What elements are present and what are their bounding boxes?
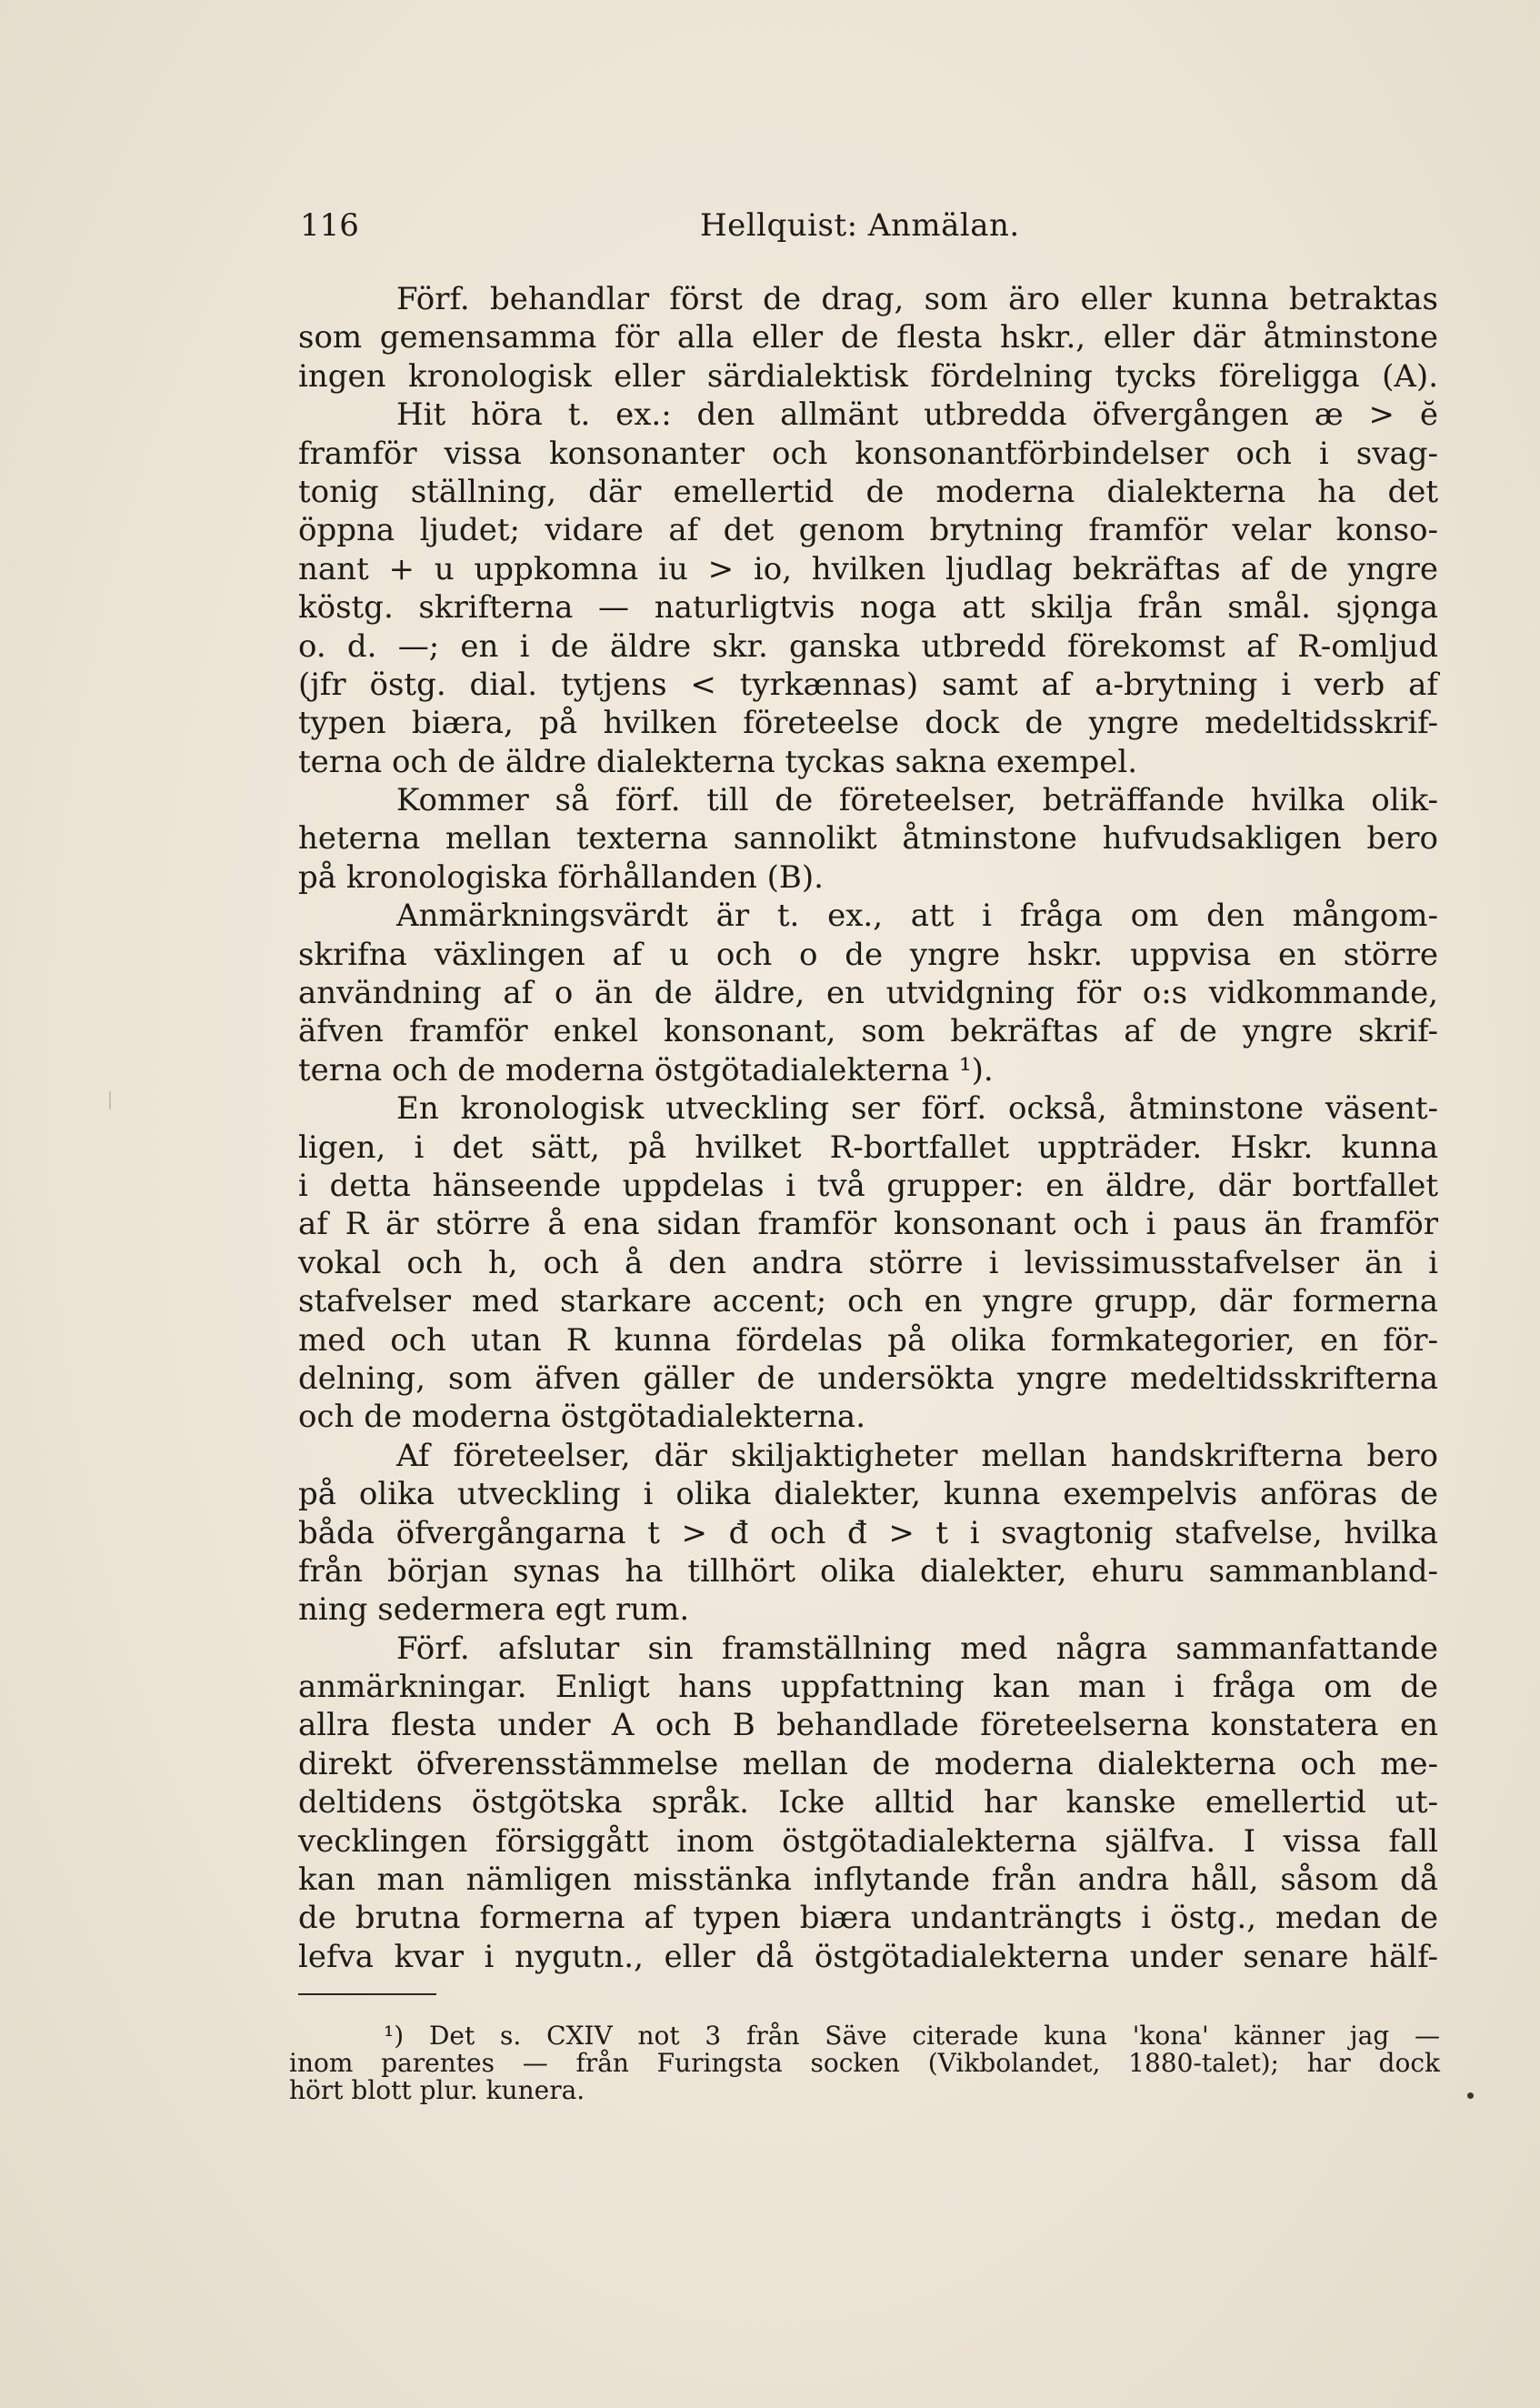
text-line: Af företeelser, där skiljaktigheter mellan handskrifterna bero bbox=[396, 1437, 1438, 1474]
text-line: på kronologiska förhållanden (B). bbox=[298, 858, 824, 896]
text-line: Förf. behandlar först de drag, som äro eller kunna betraktas bbox=[396, 281, 1438, 317]
text-line: nant + u uppkomna iu > io, hvilken ljudlag bekräftas af de yngre bbox=[298, 550, 1438, 587]
text-line: En kronologisk utveckling ser förf. också, åtminstone väsent- bbox=[396, 1090, 1438, 1128]
page-number: 116 bbox=[300, 207, 359, 244]
text-line: skrifna växlingen af u och o de yngre hskr. uppvisa en större bbox=[298, 936, 1438, 973]
text-line: heterna mellan texterna sannolikt åtminstone hufvudsakligen bero bbox=[298, 820, 1438, 858]
text-line: Kommer så förf. till de företeelser, beträffande hvilka olik- bbox=[396, 782, 1438, 819]
text-line: vokal och h, och å den andra större i levissimusstafvelser än i bbox=[298, 1244, 1438, 1281]
print-speck bbox=[1467, 2092, 1474, 2099]
text-line: vecklingen försiggått inom östgötadialekterna själfva. I vissa fall bbox=[298, 1822, 1438, 1860]
text-line: terna och de moderna östgötadialekterna ¹). bbox=[298, 1051, 994, 1089]
text-line: ligen, i det sätt, på hvilket R-bortfallet uppträder. Hskr. kunna bbox=[298, 1129, 1438, 1166]
footnote-line: hört blott plur. kunera. bbox=[289, 2075, 585, 2105]
text-line: och de moderna östgötadialekterna. bbox=[298, 1399, 866, 1436]
text-line: Hit höra t. ex.: den allmänt utbredda öfvergången æ > ĕ bbox=[396, 396, 1438, 434]
text-line: lefva kvar i nygutn., eller då östgötadialekterna under senare hälf- bbox=[298, 1938, 1438, 1975]
text-line: framför vissa konsonanter och konsonantförbindelser och i svag- bbox=[298, 435, 1438, 472]
text-line: (jfr östg. dial. tytjens < tyrkænnas) samt af a-brytning i verb af bbox=[298, 666, 1438, 703]
text-line: typen biæra, på hvilken företeelse dock de yngre medeltidsskrif- bbox=[298, 705, 1438, 742]
text-line: o. d. —; en i de äldre skr. ganska utbredd förekomst af R-omljud bbox=[298, 627, 1438, 665]
text-line: kan man nämligen misstänka inflytande från andra håll, såsom då bbox=[298, 1861, 1438, 1899]
text-line: deltidens östgötska språk. Icke alltid har kanske emellertid ut- bbox=[298, 1784, 1438, 1821]
text-line: köstg. skrifterna — naturligtvis noga att skilja från smål. sjǫnga bbox=[298, 589, 1438, 627]
running-title: Hellquist: Anmälan. bbox=[700, 207, 1020, 244]
text-line: som gemensamma för alla eller de flesta hskr., eller där åtminstone bbox=[298, 319, 1438, 356]
text-line: terna och de äldre dialekterna tyckas sakna exempel. bbox=[298, 743, 1138, 780]
text-line: Förf. afslutar sin framställning med några sammanfattande bbox=[396, 1630, 1438, 1667]
text-line: de brutna formerna af typen biæra undanträngts i östg., medan de bbox=[298, 1900, 1438, 1937]
footnote-line: inom parentes — från Furingsta socken (Vikbolandet, 1880-talet); har dock bbox=[289, 2048, 1440, 2078]
text-line: ning sedermera egt rum. bbox=[298, 1591, 690, 1629]
text-line: med och utan R kunna fördelas på olika formkategorier, en för- bbox=[298, 1321, 1438, 1359]
text-line: båda öfvergångarna t > đ och đ > t i svagtonig stafvelse, hvilka bbox=[298, 1514, 1438, 1551]
text-line: af R är större å ena sidan framför konsonant och i paus än framför bbox=[298, 1206, 1438, 1243]
running-head bbox=[300, 206, 1436, 246]
text-line: från början synas ha tillhört olika dialekter, ehuru sammanbland- bbox=[298, 1552, 1438, 1590]
text-line: Anmärkningsvärdt är t. ex., att i fråga om den mångom- bbox=[396, 898, 1438, 935]
body-text bbox=[298, 280, 1438, 1976]
text-line: allra flesta under A och B behandlade företeelserna konstatera en bbox=[298, 1707, 1438, 1744]
text-line: delning, som äfven gäller de undersökta yngre medeltidsskrifterna bbox=[298, 1360, 1438, 1397]
text-line: direkt öfverensstämmelse mellan de moderna dialekterna och me- bbox=[298, 1745, 1438, 1782]
text-line: stafvelser med starkare accent; och en yngre grupp, där formerna bbox=[298, 1283, 1438, 1320]
footnote-line: ¹) Det s. CXIV not 3 från Säve citerade kuna 'kona' känner jag — bbox=[384, 2021, 1440, 2051]
text-line: ingen kronologisk eller särdialektisk fördelning tycks föreligga (A). bbox=[298, 357, 1438, 395]
text-line: äfven framför enkel konsonant, som bekräftas af de yngre skrif- bbox=[298, 1013, 1438, 1050]
text-line: anmärkningar. Enligt hans uppfattning kan man i fråga om de bbox=[298, 1669, 1438, 1706]
text-line: i detta hänseende uppdelas i två grupper: en äldre, där bortfallet bbox=[298, 1167, 1438, 1204]
text-line: öppna ljudet; vidare af det genom brytning framför velar konso- bbox=[298, 512, 1438, 549]
footnote-rule bbox=[298, 1993, 436, 1995]
footnotes bbox=[289, 2022, 1440, 2104]
text-line: tonig ställning, där emellertid de moderna dialekterna ha det bbox=[298, 473, 1438, 510]
text-line: användning af o än de äldre, en utvidgning för o:s vidkommande, bbox=[298, 975, 1438, 1012]
paper-mark bbox=[109, 1091, 111, 1109]
text-line: på olika utveckling i olika dialekter, kunna exempelvis anföras de bbox=[298, 1476, 1438, 1513]
